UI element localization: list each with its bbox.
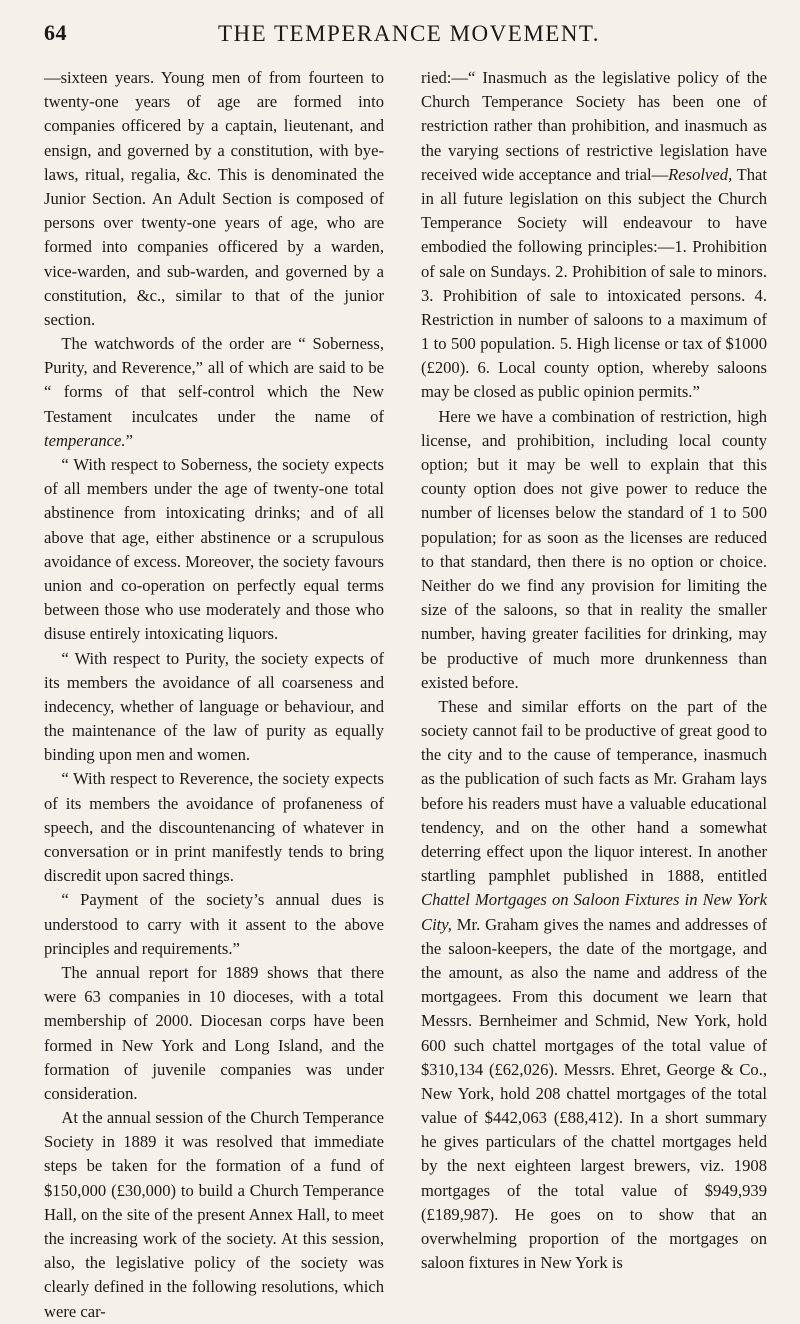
paragraph: At the annual session of the Church Temperance Society in 1889 it was resolved that immediate steps be taken for the formation of a fund of $150,000 (£30,000) to build a Church Temperance Hall, on the site of the present Annex Hall, to meet the increasing work of the society. At this session, also, the legislative policy of the society was clearly defined in the following resolutions, which were car- [44, 1108, 384, 1321]
paragraph [421, 695, 767, 1276]
italic-text: Chattel Mortgages on Saloon Fixtures in New York City, [421, 890, 767, 934]
paragraph: Here we have a combination of restriction, high license, and prohibition, including local county option; but it may be well to explain that this county option does not give power to reduce the number of licenses below the standard of 1 to 500 population; for as soon as the licenses are reduced to that standard, then there is no option or choice. Neither do we find any provision for limiting the size of the saloons, so that in reality the smaller number, having greater facilities for drinking, may be productive of much more drunkenness than existed before. [421, 406, 767, 692]
paragraph: “ With respect to Purity, the society expects of its members the avoidance of all coarseness and indecency, whether of language or behaviour, and the maintenance of the law of purity as equally binding upon men and women. [44, 648, 384, 765]
page-header [44, 18, 774, 58]
text-run: Mr. Graham gives the names and addresses of the saloon-keepers, the date of the mortgage, and the amount, as also the name and address of the mortgagees. From this document we learn that Messrs. Bernheimer and Schmid, New York, hold 600 such chattel mortgages of the total value of $310,134 (£62,026). Messrs. Ehret, George & Co., New York, hold 208 chattel mortgages of the total value of $442,063 (£88,412). In a short summary he gives particulars of the chattel mortgages held by the next eighteen largest brewers, viz. 1908 mortgages of the total value of $949,939 (£189,987). He goes on to show that an overwhelming proportion of the mortgages on saloon fixtures in New York is [421, 914, 767, 1273]
text-run: These and similar efforts on the part of the society cannot fail to be productive of great good to the city and to the cause of temperance, inasmuch as the publication of such facts as Mr. Graham lays before his readers must have a valuable educational tendency, and on the other hand a somewhat deterring effect upon the liquor interest. In another startling pamphlet published in 1888, entitled [421, 696, 767, 886]
text-run: ” [125, 430, 133, 450]
paragraph: “ With respect to Soberness, the society expects of all members under the age of twenty-one total abstinence from intoxicating drinks; and of all above that age, either abstinence or a scrupulous avoidance of excess. Moreover, the society favours union and co-operation on perfectly equal terms between those who use moderately and those who disuse entirely intoxicating liquors. [44, 455, 384, 644]
paragraph: “ With respect to Reverence, the society expects of its members the avoidance of profaneness of speech, and the discountenancing of whatever in conversation or in print manifestly tends to bring discredit upon sacred things. [44, 769, 384, 886]
paragraph: The annual report for 1889 shows that there were 63 companies in 10 dioceses, with a total membership of 2000. Diocesan corps have been formed in New York and Long Island, and the formation of juvenile companies was under consideration. [44, 962, 384, 1103]
paragraph: —sixteen years. Young men of from fourteen to twenty-one years of age are formed into companies officered by a captain, lieutenant, and ensign, and governed by a constitution, with bye-laws, ritual, regalia, &c. This is denominated the Junior Section. An Adult Section is composed of persons over twenty-one years of age, who are formed into companies officered by a warden, vice-warden, and sub-warden, and governed by a constitution, &c., similar to that of the junior section. [44, 68, 384, 329]
text-run: The watchwords of the order are “ Soberness, Purity, and Reverence,” all of which are said to be “ forms of that self-control which the New Testament inculcates under the name of [44, 334, 384, 426]
right-column [421, 66, 767, 1275]
paragraph: “ Payment of the society’s annual dues is understood to carry with it assent to the above principles and requirements.” [44, 890, 384, 958]
italic-text: temperance. [44, 430, 126, 450]
text-run: ried:—“ Inasmuch as the legislative policy of the Church Temperance Society has been one of restriction rather than prohibition, and inasmuch as the varying sections of restrictive legislation have received wide acceptance and trial— [421, 68, 767, 184]
paragraph [421, 66, 767, 405]
italic-text: Resolved, [668, 164, 733, 184]
text-run: That in all future legislation on this subject the Church Temperance Society will endeavour to have embodied the following principles:—1. Prohibition of sale on Sundays. 2. Prohibition of sale to minors. 3. Prohibition of sale to intoxicated persons. 4. Restriction in number of saloons to a maximum of 1 to 500 population. 5. High license or tax of $1000 (£200). 6. Local county option, whereby saloons may be closed as public opinion permits.” [421, 164, 767, 402]
page-number: 64 [44, 20, 67, 45]
paragraph [44, 332, 384, 453]
left-column [44, 66, 384, 1324]
running-title: THE TEMPERANCE MOVEMENT. [217, 21, 601, 46]
